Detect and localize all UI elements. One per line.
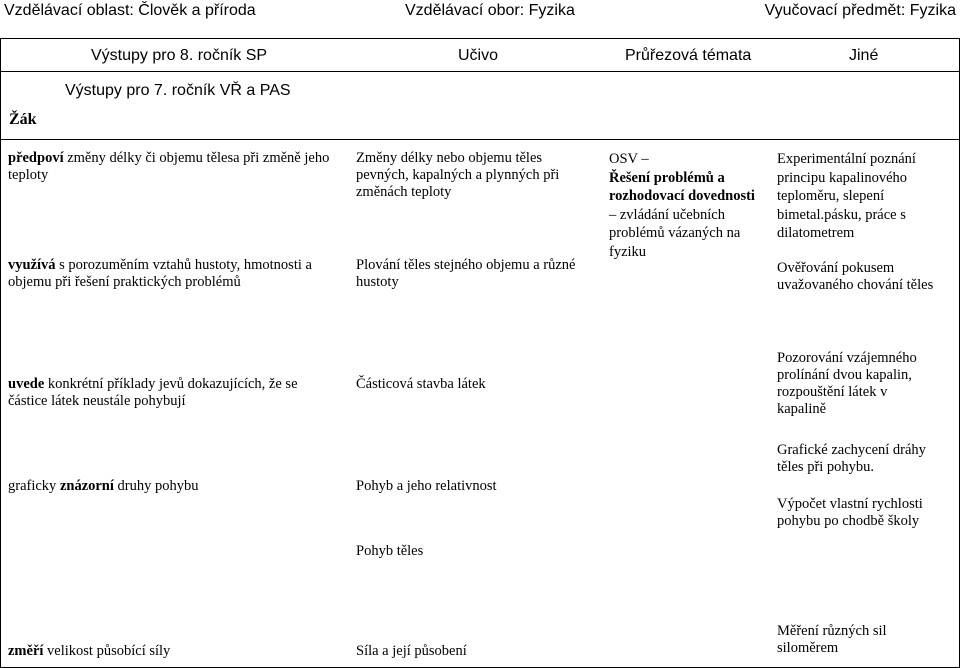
output-predicts: předpoví změny délky či objemu tělesa při změně jeho teploty [8,150,330,183]
header-line-2 [1,139,959,140]
ucivo-body-motion: Pohyb těles [356,543,424,559]
other-speed-calc: Výpočet vlastní rychlosti pohybu po chodbě školy [777,496,923,529]
header-ucivo: Učivo [458,47,499,64]
output-graphically: graficky znázorní druhy pohybu [8,478,199,494]
header-outputs-8: Výstupy pro 8. ročník SP [91,47,268,64]
ucivo-thermal-expansion: Změny délky nebo objemu těles pevných, kapalných a plynných při změnách teploty [356,150,560,200]
output-measures-force: změří velikost působící síly [8,643,171,659]
output-gives-examples: uvede konkrétní příklady jevů dokazujících, že se částice látek neustále pohybují [8,376,298,409]
output-uses-density: využívá s porozuměním vztahů hustoty, hmotnosti a objemu při řešení praktických problémů [8,257,312,290]
subject: Vyučovací předmět: Fyzika [764,2,956,19]
header-other: Jiné [849,47,879,64]
ucivo-motion-relativity: Pohyb a jeho relativnost [356,478,497,494]
top-header [0,0,960,26]
other-observation: Pozorování vzájemného prolínání dvou kapalin, rozpouštění látek v kapalině [777,350,917,417]
header-outputs-7: Výstupy pro 7. ročník VŘ a PAS [65,82,291,99]
header-cross-topics: Průřezová témata [625,47,752,64]
educational-field: Vzdělávací obor: Fyzika [405,2,575,19]
other-verification: Ověřování pokusem uvažovaného chování těles [777,260,934,293]
other-experiments: Experimentální poznání principu kapalinového teploměru, slepení bimetal.pásku, práce s dilatometrem [777,151,916,241]
ucivo-particle-structure: Částicová stavba látek [356,376,486,392]
header-student: Žák [9,111,37,128]
other-force-measurement: Měření různých sil siloměrem [777,623,887,656]
curriculum-table [0,38,960,668]
header-line-1 [1,71,959,72]
other-graphic-record: Grafické zachycení dráhy těles při pohybu. [777,442,926,475]
cross-topic-osv: OSV – Řešení problémů a rozhodovací dovednosti – zvládání učebních problémů vázaných na fyziku [609,151,755,260]
ucivo-force: Síla a její působení [356,643,467,659]
ucivo-floating: Plování těles stejného objemu a různé hustoty [356,257,576,290]
educational-area: Vzdělávací oblast: Člověk a příroda [4,2,256,19]
